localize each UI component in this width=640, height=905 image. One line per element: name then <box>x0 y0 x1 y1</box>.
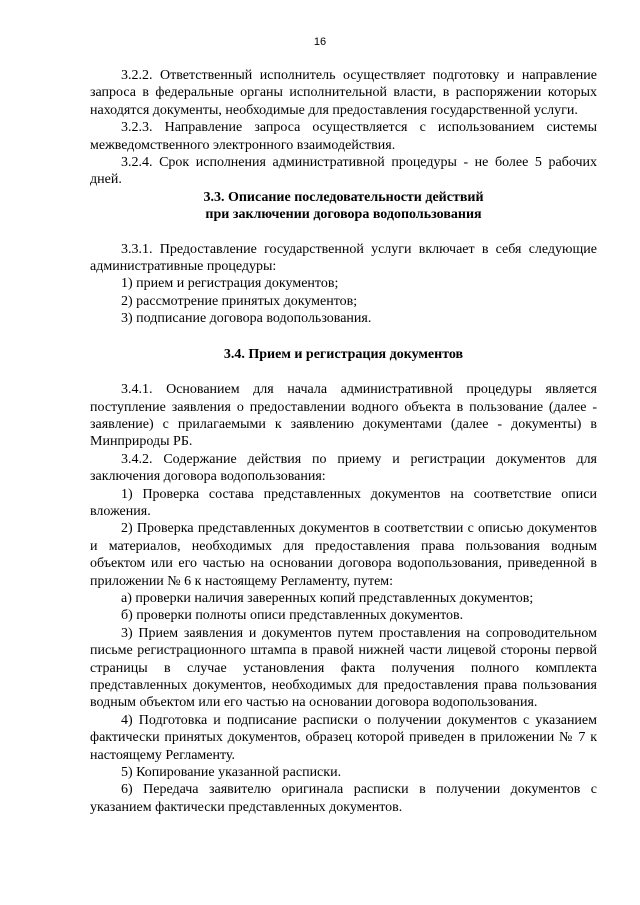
section-heading-3-3-line2: при заключении договора водопользования <box>205 207 482 223</box>
page-number: 16 <box>313 36 327 48</box>
section-heading-3-4: 3.4. Прием и регистрация документов <box>223 346 464 362</box>
spacer <box>90 363 597 381</box>
list-item-step-1: 1) Проверка состава представленных документов на соответствие описи вложения. <box>90 486 597 519</box>
list-item-step-4: 4) Подготовка и подписание расписки о получении документов с указанием фактически принятых документов, образец которой приведен в приложении № 7 к настоящему Регламенту. <box>90 712 597 763</box>
list-item-step-2a: а) проверки наличия заверенных копий представленных документов; <box>121 590 534 606</box>
paragraph-3-2-2: 3.2.2. Ответственный исполнитель осуществляет подготовку и направление запроса в федеральные органы исполнительной власти, в распоряжении которых находятся документы, необходимые для предоставления государственной услуги. <box>90 68 597 118</box>
page-content <box>90 67 597 816</box>
paragraph-3-4-2: 3.4.2. Содержание действия по приему и регистрации документов для заключения договора водопользования: <box>90 451 597 485</box>
paragraph-3-2-4: 3.2.4. Срок исполнения административной процедуры - не более 5 рабочих дней. <box>90 155 597 188</box>
spacer <box>90 224 597 241</box>
list-item-procedure-3: 3) подписание договора водопользования. <box>121 311 372 327</box>
list-item-step-5: 5) Копирование указанной расписки. <box>121 765 342 781</box>
list-item-step-2: 2) Проверка представленных документов в соответствии с описью документов и материалов, необходимых для предоставления права пользования водным объектом или его частью на основании договора водопользования, приведенной в приложении № 6 к настоящему Регламенту, путем: <box>90 521 597 589</box>
spacer <box>90 328 597 346</box>
list-item-step-2b: б) проверки полноты описи представленных документов. <box>121 608 464 624</box>
section-heading-3-3 <box>90 189 597 224</box>
paragraph-3-2-3: 3.2.3. Направление запроса осуществляется с использованием системы межведомственного электронного взаимодействия. <box>90 120 597 153</box>
list-item-step-6: 6) Передача заявителю оригинала расписки в получении документов с указанием фактически представленных документов. <box>90 782 597 815</box>
list-item-step-3: 3) Прием заявления и документов путем проставления на сопроводительном письме регистрационного штампа в правой нижней части лицевой стороны первой страницы в случае установления факта получения полного комплекта представленных документов, необходимых для предоставления права пользования водным объектом или его частью на основании договора водопользования. <box>90 625 597 711</box>
paragraph-3-3-1: 3.3.1. Предоставление государственной услуги включает в себя следующие административные процедуры: <box>90 241 597 275</box>
list-item-procedure-2: 2) рассмотрение принятых документов; <box>121 293 358 309</box>
list-item-procedure-1: 1) прием и регистрация документов; <box>121 276 339 292</box>
paragraph-3-4-1: 3.4.1. Основанием для начала административной процедуры является поступление заявления о предоставлении водного объекта в пользование (далее - заявление) с прилагаемыми к заявлению документами (далее - документы) в Минприроды РБ. <box>90 382 597 450</box>
section-heading-3-3-line1: 3.3. Описание последовательности действий <box>203 189 484 205</box>
